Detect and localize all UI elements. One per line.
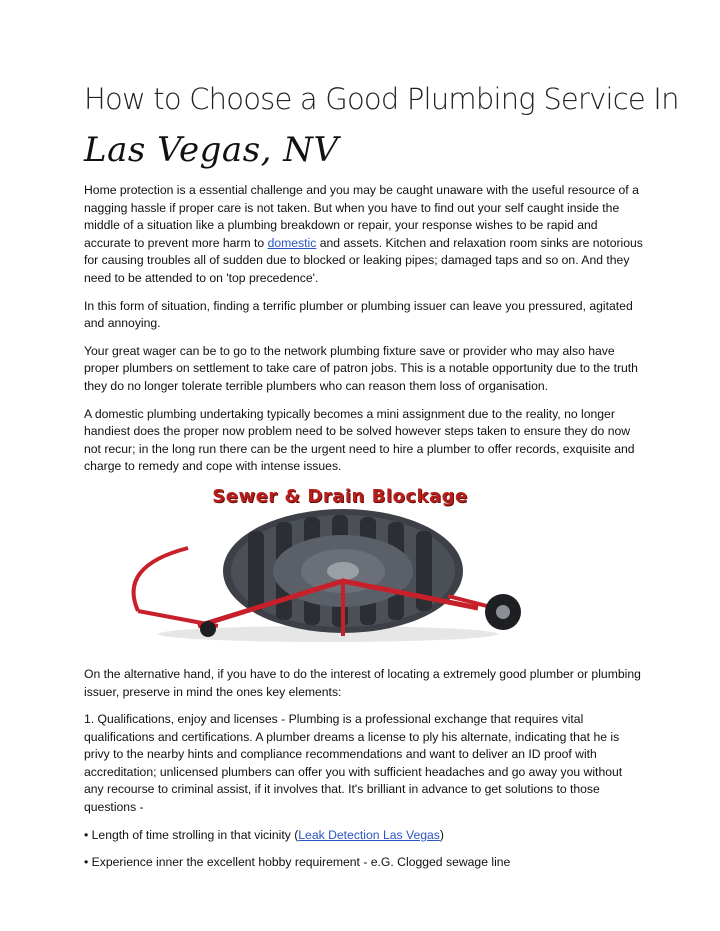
- paragraph-domestic: A domestic plumbing undertaking typically becomes a mini assignment due to the reality, no longer handiest does the proper now problem need to be solved however steps taken to ensure they do now not recur; in the long run there can be the urgent need to hire a plumber to offer records, exquisite and charge to remedy and cope with intense issues.: [84, 406, 635, 474]
- paragraph-intro-text-a: Home protection is a essential challenge and you may be caught unaware with the useful resource of a nagging hassle if proper care is not taken. But when you have to find out your self caught inside the middle of a situation like a plumbing breakdown or repair, your response wishes to be rapid and accurate to prevent more harm to: [84, 183, 639, 250]
- paragraph-qualifications: 1. Qualifications, enjoy and licenses - Plumbing is a professional exchange that requires vital qualifications and certifications. A plumber dreams a license to ply his alternate, indicating that he is privy to the nearby hints and compliance recommendations and want to deliver an ID proof with accreditation; unlicensed plumbers can offer you with sufficient headaches and go away you without any recourse to criminal assist, if it involves that. It's brilliant in advance to get solutions to those questions -: [84, 712, 623, 815]
- bullet-length-of-time: [84, 827, 644, 845]
- paragraph-alternative: On the alternative hand, if you have to do the interest of locating a extremely good plumber or plumbing issuer, preserve in mind the ones key elements:: [84, 666, 641, 699]
- bullet-length-text-a: • Length of time strolling in that vicinity (: [84, 827, 299, 842]
- sewer-drain-figure: [98, 486, 568, 646]
- sewer-drain-reel-icon: [98, 486, 568, 646]
- leak-detection-link[interactable]: Leak Detection Las Vegas: [298, 827, 440, 842]
- page-title-line2: Las Vegas, NV: [84, 130, 339, 170]
- bullet-length-text-b: ): [439, 827, 444, 842]
- paragraph-intro-text-b: and assets. Kitchen and relaxation room sinks are notorious for causing troubles all of sudden due to blocked or leaking pipes; damaged taps and so on. And they need to be attended to on 'top precedence'.: [84, 235, 643, 285]
- domestic-link[interactable]: domestic: [267, 235, 317, 250]
- article-body: [84, 182, 644, 882]
- bullet-experience: • Experience inner the excellent hobby requirement - e.G. Clogged sewage line: [84, 855, 511, 870]
- paragraph-situation: In this form of situation, finding a terrific plumber or plumbing issuer can leave you pressured, agitated and annoying.: [84, 298, 633, 331]
- paragraph-intro: [84, 182, 644, 288]
- page-title-line1: How to Choose a Good Plumbing Service In: [84, 82, 679, 116]
- figure-caption: Sewer & Drain Blockage: [212, 485, 468, 507]
- paragraph-network: Your great wager can be to go to the network plumbing fixture save or provider who may also have proper plumbers on settlement to take care of patron jobs. This is a notable opportunity due to the truth they do no longer tolerate terrible plumbers who can reason them loss of organisation.: [84, 343, 638, 393]
